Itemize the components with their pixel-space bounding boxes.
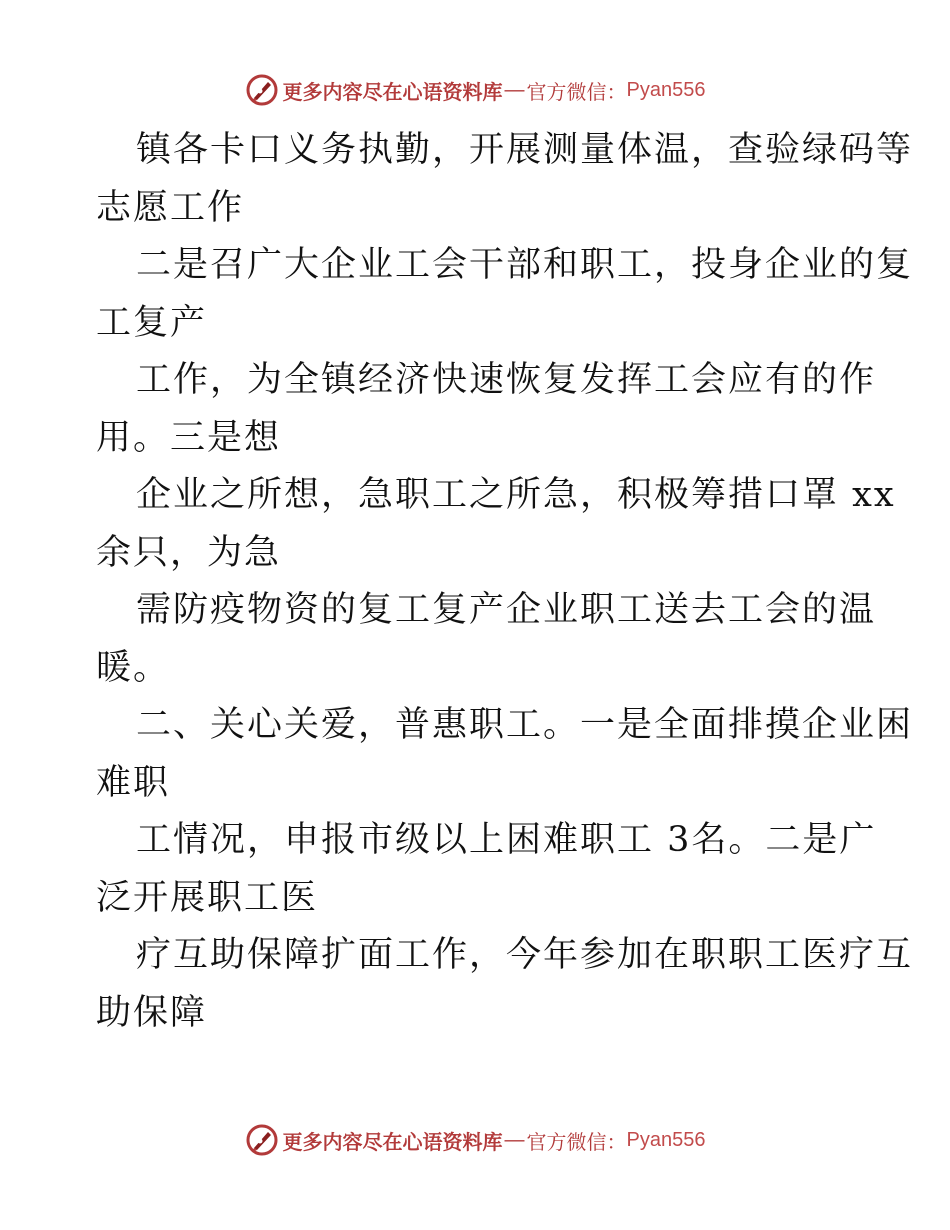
text-line: 用。三是想 (96, 417, 282, 458)
footer-watermark (0, 1120, 950, 1160)
text-line: 泛开展职工医 (96, 877, 319, 918)
text-line: 暖。 (96, 647, 171, 688)
text-line: 工复产 (96, 302, 208, 343)
text-line: 助保障 (96, 992, 208, 1033)
watermark-dash: — (504, 1128, 525, 1151)
text-line: 二、关心关爱，普惠职工。一是全面排摸企业困 (136, 705, 914, 745)
pen-logo-icon (245, 1123, 279, 1157)
watermark-label: 官方微信： (526, 79, 627, 104)
text-line: 难职 (96, 762, 171, 803)
text-line: 二是召广大企业工会干部和职工，投身企业的复 (136, 245, 914, 285)
watermark-brand-text: 更多内容尽在心语资料库 (282, 79, 503, 104)
text-line: 志愿工作 (96, 187, 245, 228)
text-line: 工作，为全镇经济快速恢复发挥工会应有的作 (136, 360, 877, 400)
text-line: 工情况，申报市级以上困难职工 3名。二是广 (136, 820, 877, 860)
text-line: 需防疫物资的复工复产企业职工送去工会的温 (136, 590, 877, 630)
text-line: 疗互助保障扩面工作，今年参加在职职工医疗互 (136, 935, 914, 975)
pen-logo-icon (245, 73, 279, 107)
watermark-brand-text: 更多内容尽在心语资料库 (282, 1129, 503, 1154)
text-line: 企业之所想，急职工之所急，积极筹措口罩 xx (136, 475, 896, 515)
header-watermark (0, 70, 950, 110)
document-body (96, 122, 914, 1042)
watermark-wechat-id: Pyan556 (626, 1128, 706, 1151)
text-line: 余只，为急 (96, 532, 282, 573)
watermark-label: 官方微信： (526, 1129, 627, 1154)
watermark-wechat-id: Pyan556 (626, 78, 706, 101)
text-line: 镇各卡口义务执勤，开展测量体温，查验绿码等 (136, 130, 914, 170)
watermark-dash: — (504, 78, 525, 101)
